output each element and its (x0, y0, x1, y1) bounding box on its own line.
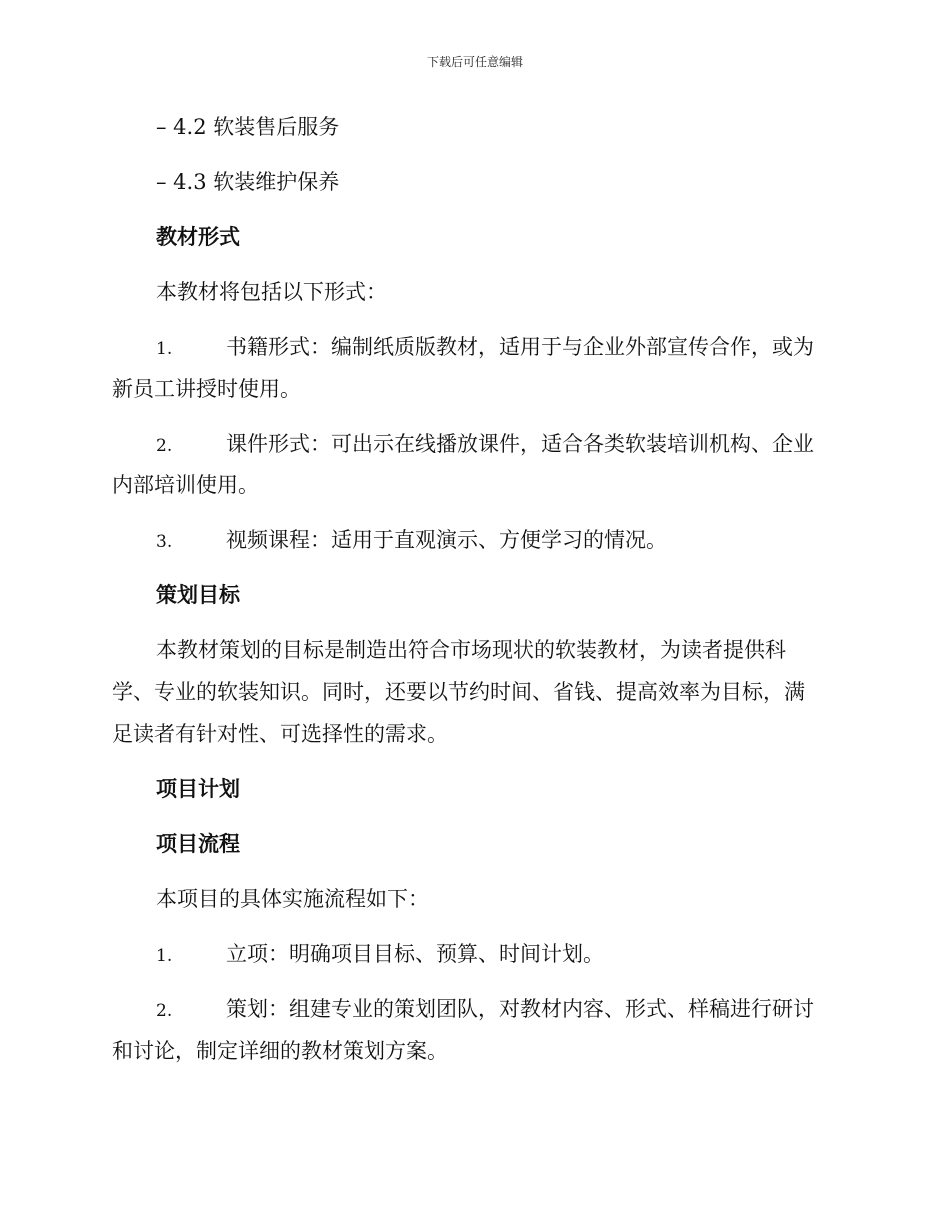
list-text: 立项：明确项目目标、预算、时间计划。 (226, 942, 604, 966)
heading-text: 策划目标 (156, 582, 240, 607)
list-number: 2. (156, 436, 173, 456)
paragraph-text: 足读者有针对性、可选择性的需求。 (112, 722, 448, 746)
list-text: 和讨论，制定详细的教材策划方案。 (112, 1039, 448, 1063)
list-number: 1. (156, 339, 173, 359)
toc-entry-text: – 4.2 软装售后服务 (156, 115, 340, 139)
paragraph-text: 本教材将包括以下形式： (156, 280, 387, 304)
heading-text: 项目流程 (156, 831, 240, 856)
page-header: 下载后可任意编辑 (426, 55, 523, 69)
list-number: 1. (156, 946, 173, 966)
list-number: 2. (156, 1001, 173, 1021)
list-text: 新员工讲授时使用。 (112, 377, 301, 401)
list-text: 策划：组建专业的策划团队，对教材内容、形式、样稿进行研讨 (226, 997, 814, 1021)
list-text: 课件形式：可出示在线播放课件，适合各类软装培训机构、企业 (226, 432, 814, 456)
list-text: 书籍形式：编制纸质版教材，适用于与企业外部宣传合作，或为 (226, 335, 814, 359)
list-text: 视频课程：适用于直观演示、方便学习的情况。 (226, 528, 667, 552)
paragraph-text: 本项目的具体实施流程如下： (156, 887, 429, 911)
heading-text: 项目计划 (156, 776, 240, 801)
list-number: 3. (156, 532, 173, 552)
list-text: 内部培训使用。 (112, 473, 259, 497)
paragraph-text: 本教材策划的目标是制造出符合市场现状的软装教材，为读者提供科 (156, 638, 786, 662)
heading-text: 教材形式 (156, 224, 240, 249)
toc-entry-text: – 4.3 软装维护保养 (156, 170, 340, 194)
paragraph-text: 学、专业的软装知识。同时，还要以节约时间、省钱、提高效率为目标，满 (112, 680, 805, 704)
